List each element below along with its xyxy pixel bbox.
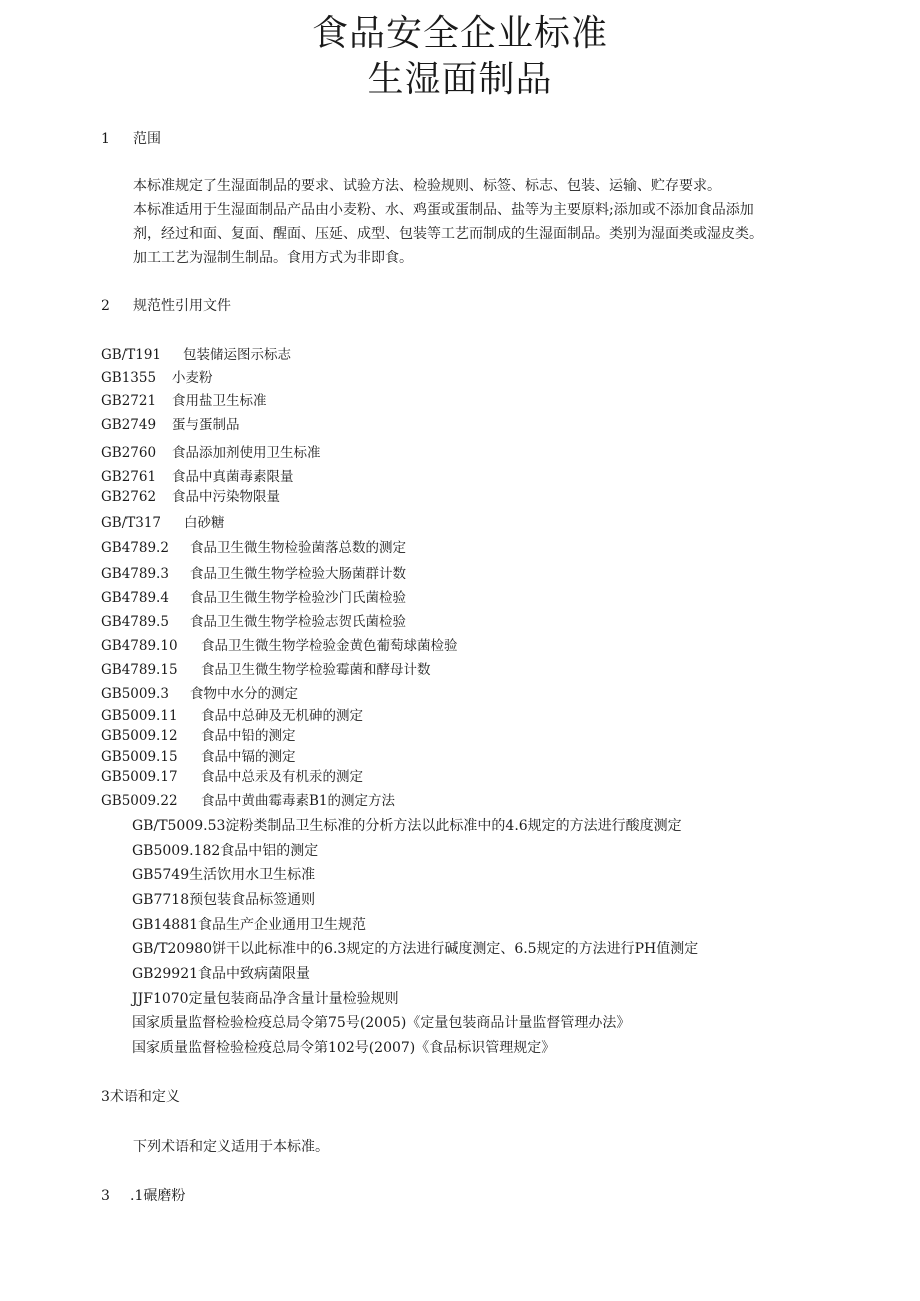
reference-item-indented: 国家质量监督检验检疫总局令第75号(2005)《定量包装商品计量监督管理办法》 <box>132 1015 631 1031</box>
reference-code: GB2762 <box>101 489 157 505</box>
reference-name: 蛋与蛋制品 <box>172 417 240 433</box>
reference-name: 食品中铅的测定 <box>201 728 296 744</box>
section-3-1-number: 3 <box>101 1188 110 1204</box>
reference-item <box>101 792 396 810</box>
reference-name: 食品卫生微生物学检验霉菌和酵母计数 <box>201 662 431 678</box>
reference-name: 食品中镉的测定 <box>201 749 296 765</box>
reference-item <box>101 768 363 786</box>
reference-name: 食物中水分的测定 <box>190 686 298 702</box>
reference-name: 食品卫生微生物学检验大肠菌群计数 <box>190 566 406 582</box>
reference-name: 小麦粉 <box>172 370 213 386</box>
reference-item-indented: GB14881食品生产企业通用卫生规范 <box>132 917 367 933</box>
reference-item <box>101 488 280 506</box>
reference-code: GB1355 <box>101 370 157 386</box>
reference-name: 食品卫生微生物学检验金黄色葡萄球菌检验 <box>201 638 458 654</box>
reference-item <box>101 685 298 703</box>
section-1-paragraph-2-line-2: 剂，经过和面、复面、醒面、压延、成型、包装等工艺而制成的生湿面制品。类别为湿面类或湿皮类。 <box>133 226 763 242</box>
section-1-paragraph-2-line-1: 本标准适用于生湿面制品产品由小麦粉、水、鸡蛋或蛋制品、盐等为主要原料;添加或不添加食品添加 <box>133 202 754 218</box>
reference-code: GB4789.2 <box>101 540 169 556</box>
reference-code: GB4789.10 <box>101 638 178 654</box>
reference-code: GB5009.12 <box>101 728 178 744</box>
reference-item <box>101 444 321 462</box>
reference-item-indented: GB/T20980饼干以此标准中的6.3规定的方法进行碱度测定、6.5规定的方法进行PH值测定 <box>132 941 699 957</box>
section-1-paragraph-2-line-3: 加工工艺为湿制生制品。食用方式为非即食。 <box>133 250 413 266</box>
reference-code: GB5009.11 <box>101 708 178 724</box>
section-1-heading: 范围 <box>133 131 161 147</box>
reference-item <box>101 369 213 387</box>
document-title: 食品安全企业标准 <box>311 13 608 54</box>
reference-name: 食用盐卫生标准 <box>172 393 267 409</box>
section-3-paragraph: 下列术语和定义适用于本标准。 <box>133 1139 329 1155</box>
reference-code: GB4789.15 <box>101 662 178 678</box>
reference-code: GB5009.3 <box>101 686 169 702</box>
reference-name: 食品卫生微生物学检验志贺氏菌检验 <box>190 614 406 630</box>
section-2-number: 2 <box>101 298 110 314</box>
reference-name: 食品添加剂使用卫生标准 <box>172 445 321 461</box>
reference-item <box>101 514 225 532</box>
reference-code: GB2721 <box>101 393 157 409</box>
section-1-number: 1 <box>101 131 110 147</box>
reference-name: 食品中污染物限量 <box>172 489 280 505</box>
reference-item <box>101 613 406 631</box>
reference-code: GB5009.17 <box>101 769 178 785</box>
reference-item <box>101 468 294 486</box>
reference-code: GB/T191 <box>101 347 162 363</box>
reference-code: GB4789.5 <box>101 614 169 630</box>
reference-item <box>101 727 296 745</box>
reference-item-indented: GB5009.182食品中铝的测定 <box>132 843 319 859</box>
document-subtitle: 生湿面制品 <box>367 59 553 100</box>
reference-code: GB2749 <box>101 417 157 433</box>
reference-item-indented: GB5749生活饮用水卫生标准 <box>132 867 316 883</box>
reference-item <box>101 748 296 766</box>
section-2-heading: 规范性引用文件 <box>133 298 231 314</box>
reference-item <box>101 589 406 607</box>
reference-name: 白砂糖 <box>184 515 225 531</box>
reference-code: GB5009.15 <box>101 749 178 765</box>
reference-name: 食品中真菌毒素限量 <box>172 469 294 485</box>
reference-item <box>101 707 363 725</box>
reference-name: 食品中黄曲霉毒素B1的测定方法 <box>201 793 396 809</box>
reference-name: 包装储运图示标志 <box>183 347 291 363</box>
reference-code: GB5009.22 <box>101 793 178 809</box>
section-1-paragraph-1: 本标准规定了生湿面制品的要求、试验方法、检验规则、标签、标志、包装、运输、贮存要求。 <box>133 178 721 194</box>
reference-item-indented: GB29921食品中致病菌限量 <box>132 966 311 982</box>
reference-item <box>101 637 458 655</box>
reference-item <box>101 539 406 557</box>
section-3-heading: 3术语和定义 <box>101 1089 180 1105</box>
reference-name: 食品卫生微生物学检验沙门氏菌检验 <box>190 590 406 606</box>
reference-name: 食品中总汞及有机汞的测定 <box>201 769 363 785</box>
reference-item <box>101 346 291 364</box>
reference-code: GB2761 <box>101 469 157 485</box>
reference-code: GB/T317 <box>101 515 162 531</box>
reference-item-indented: GB/T5009.53淀粉类制品卫生标准的分析方法以此标准中的4.6规定的方法进行酸度测定 <box>132 818 682 834</box>
reference-item <box>101 416 240 434</box>
reference-item-indented: 国家质量监督检验检疫总局令第102号(2007)《食品标识管理规定》 <box>132 1040 556 1056</box>
reference-item-indented: GB7718预包装食品标签通则 <box>132 892 316 908</box>
reference-item <box>101 661 431 679</box>
reference-item <box>101 392 267 410</box>
reference-code: GB2760 <box>101 445 157 461</box>
reference-name: 食品卫生微生物检验菌落总数的测定 <box>190 540 406 556</box>
section-3-1-heading: .1碾磨粉 <box>130 1188 186 1204</box>
reference-name: 食品中总砷及无机砷的测定 <box>201 708 363 724</box>
reference-item <box>101 565 406 583</box>
reference-code: GB4789.3 <box>101 566 169 582</box>
reference-item-indented: JJF1070定量包装商品净含量计量检验规则 <box>132 991 399 1007</box>
reference-code: GB4789.4 <box>101 590 169 606</box>
